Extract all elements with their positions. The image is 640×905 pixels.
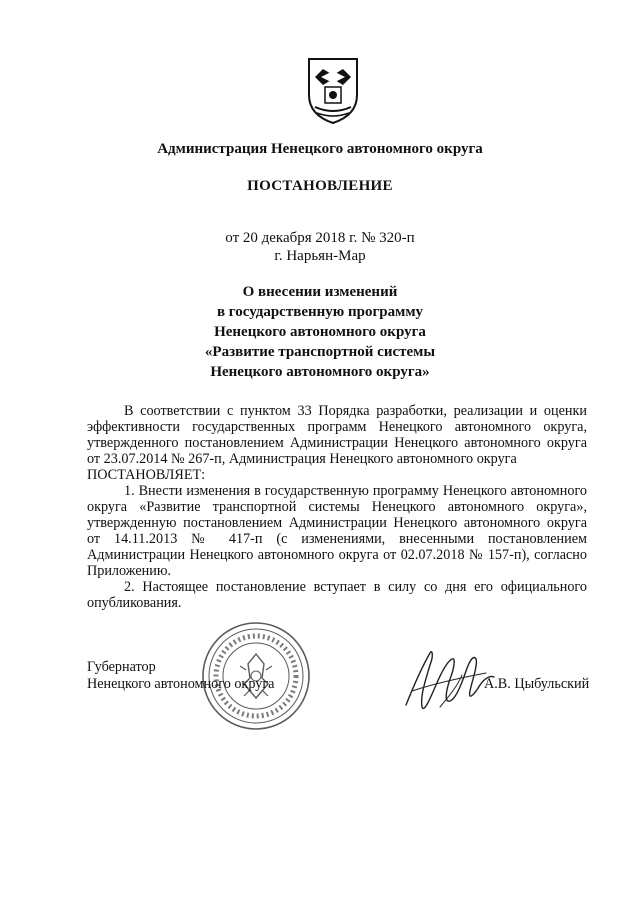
document-subject <box>0 282 640 382</box>
subject-line: «Развитие транспортной системы <box>204 344 436 360</box>
position-line: Губернатор <box>87 659 156 675</box>
document-date-number: от 20 декабря 2018 г. № 320-п <box>225 230 415 246</box>
decree-word: ПОСТАНОВЛЯЕТ: <box>87 467 206 483</box>
subject-line: Ненецкого автономного округа <box>214 324 426 340</box>
signatory-position <box>87 659 274 693</box>
signatory-name: А.В. Цыбульский <box>484 676 590 692</box>
subject-line: Ненецкого автономного округа» <box>210 364 430 380</box>
item-2-paragraph: 2. Настоящее постановление вступает в силу со дня его официального опубликования. <box>87 579 587 611</box>
subject-line: в государственную программу <box>216 304 424 320</box>
document-city: г. Нарьян-Мар <box>274 248 366 264</box>
item-1-paragraph: 1. Внести изменения в государственную программу Ненецкого автономного округа «Развитие транспортной системы Ненецкого автономного округа», утвержденную постановлением Администрации Ненецкого автономного округа от 14.11.2013 № 417-п (с изменениями, внесенными постановлением Администрации Ненецкого автономного округа от 02.07.2018 № 157-п), согласно Приложению. <box>87 483 587 579</box>
coat-of-arms-emblem <box>303 55 363 125</box>
document-type: ПОСТАНОВЛЕНИЕ <box>247 178 393 194</box>
position-line: Ненецкого автономного округа <box>87 676 275 692</box>
organization-name: Администрация Ненецкого автономного округа <box>157 141 483 157</box>
subject-line: О внесении изменений <box>242 284 398 300</box>
document-body <box>87 403 587 611</box>
preamble-paragraph: В соответствии с пунктом 33 Порядка разработки, реализации и оценки эффективности государственных программ Ненецкого автономного округа, утвержденного постановлением Администрации Ненецкого автономного округа от 23.07.2014 № 267-п, Администрация Ненецкого автономного округа <box>87 403 587 467</box>
